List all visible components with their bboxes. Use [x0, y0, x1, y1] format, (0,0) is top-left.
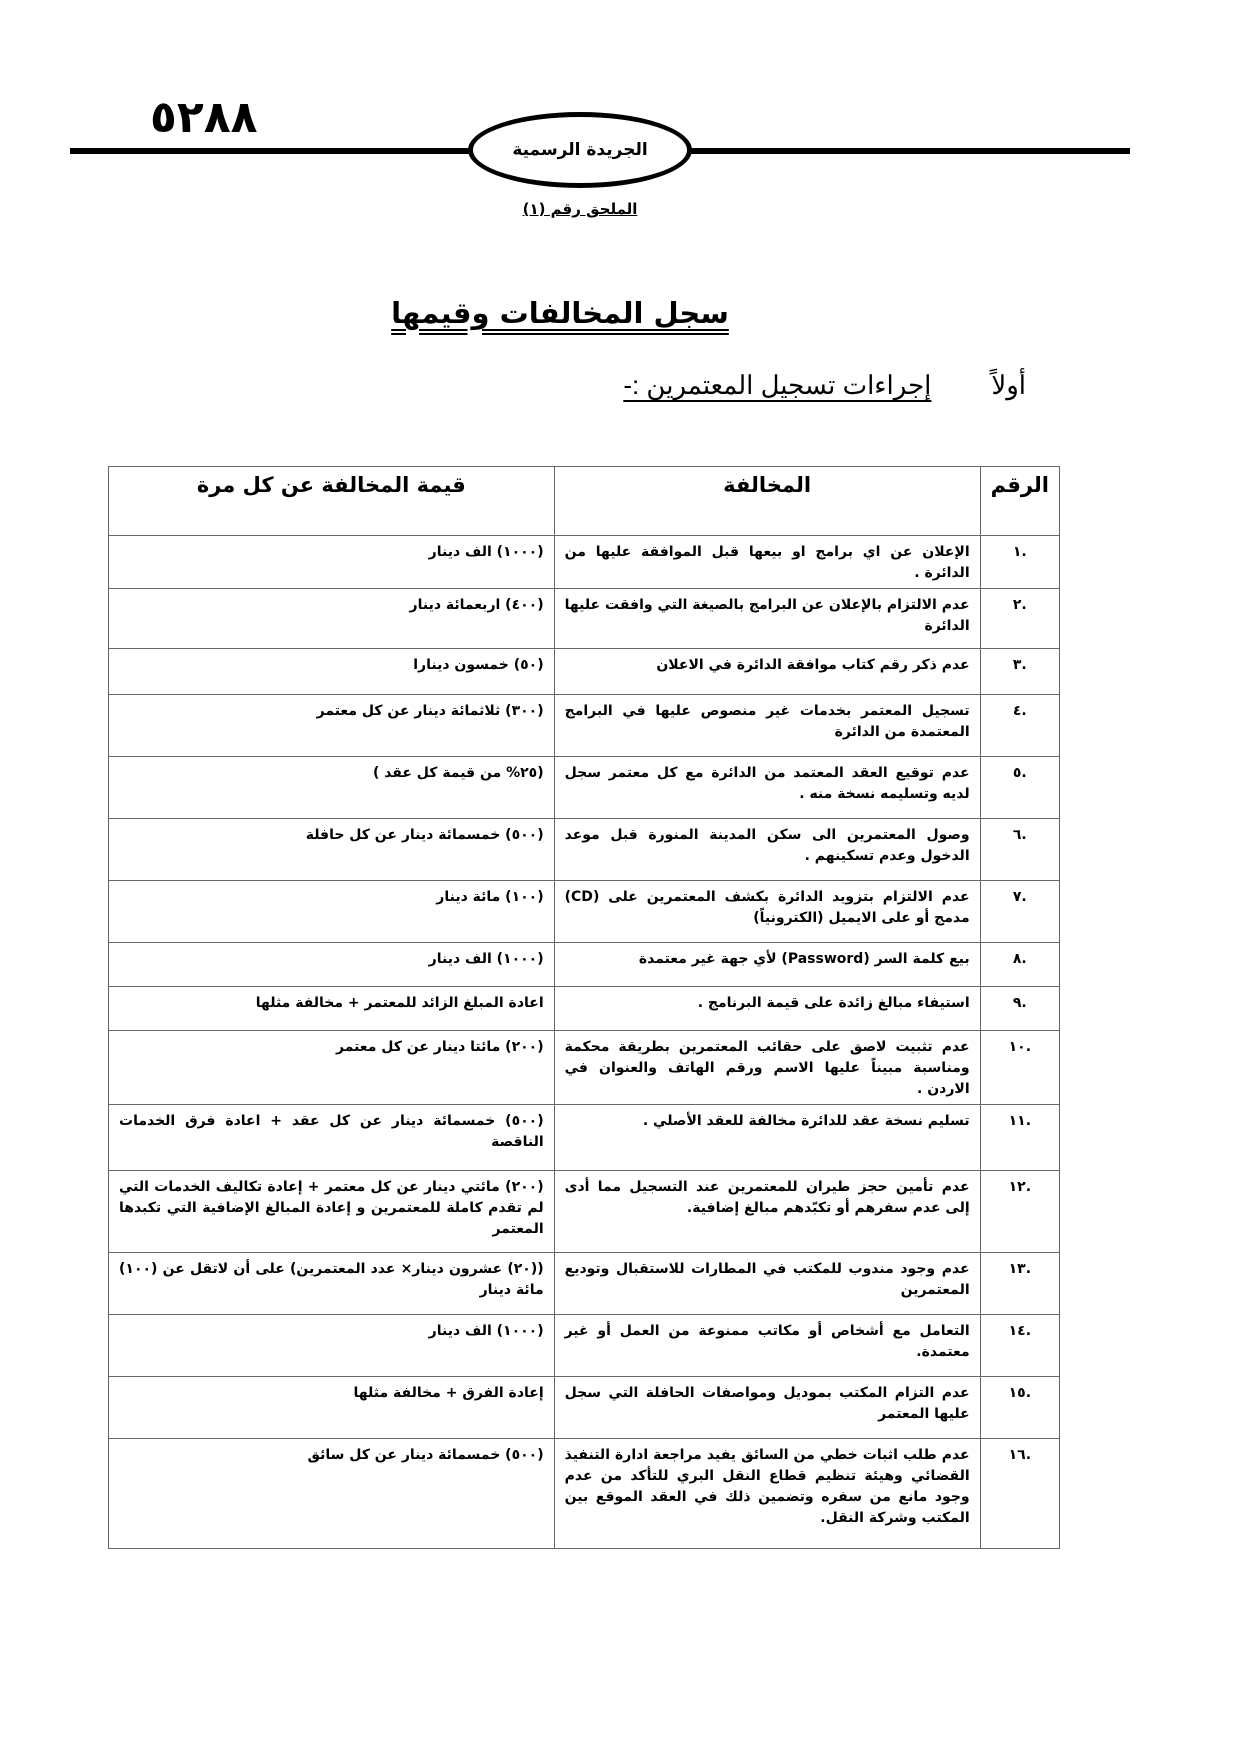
- table-row: [109, 536, 1060, 589]
- row-number: .١٦: [980, 1439, 1059, 1549]
- table-row: [109, 1105, 1060, 1171]
- section-title: إجراءات تسجيل المعتمرين :-: [623, 370, 932, 400]
- gazette-name: الجريدة الرسمية: [512, 140, 648, 160]
- row-number: .٨: [980, 943, 1059, 987]
- row-number: .٣: [980, 649, 1059, 695]
- row-violation: تسليم نسخة عقد للدائرة مخالفة للعقد الأصلي .: [554, 1105, 980, 1171]
- section-ordinal: أولاً: [991, 370, 1026, 400]
- row-violation: وصول المعتمرين الى سكن المدينة المنورة قبل موعد الدخول وعدم تسكينهم .: [554, 819, 980, 881]
- row-fine: (٣٠٠) ثلاثمائة دينار عن كل معتمر: [109, 695, 555, 757]
- row-violation: الإعلان عن اي برامج او بيعها قبل الموافقة عليها من الدائرة .: [554, 536, 980, 589]
- row-violation: عدم ذكر رقم كتاب موافقة الدائرة في الاعلان: [554, 649, 980, 695]
- row-number: .٥: [980, 757, 1059, 819]
- row-violation: عدم تثبيت لاصق على حقائب المعتمرين بطريقة محكمة ومناسبة مبيناً عليها الاسم ورقم الهاتف والعنوان في الاردن .: [554, 1031, 980, 1105]
- header-number: الرقم: [980, 467, 1059, 536]
- row-number: .٧: [980, 881, 1059, 943]
- row-fine: (١٠٠٠) الف دينار: [109, 1315, 555, 1377]
- row-number: .٢: [980, 589, 1059, 649]
- row-fine: إعادة الفرق + مخالفة مثلها: [109, 1377, 555, 1439]
- row-violation: تسجيل المعتمر بخدمات غير منصوص عليها في البرامج المعتمدة من الدائرة: [554, 695, 980, 757]
- section-heading: [623, 370, 1026, 401]
- row-fine: (٥٠) خمسون دينارا: [109, 649, 555, 695]
- table-row: [109, 943, 1060, 987]
- row-fine: (١٠٠) مائة دينار: [109, 881, 555, 943]
- table-header-row: [109, 467, 1060, 536]
- row-number: .٤: [980, 695, 1059, 757]
- annex-label: الملحق رقم (١): [522, 200, 638, 218]
- page-number: ٥٢٨٨: [150, 92, 258, 143]
- header-rule-left: [70, 148, 470, 154]
- table-row: [109, 1377, 1060, 1439]
- row-fine: (٥٠٠) خمسمائة دينار عن كل عقد + اعادة فرق الخدمات الناقصة: [109, 1105, 555, 1171]
- row-fine: (٢٠٠) مائتا دينار عن كل معتمر: [109, 1031, 555, 1105]
- row-fine: اعادة المبلغ الزائد للمعتمر + مخالفة مثلها: [109, 987, 555, 1031]
- row-violation: عدم وجود مندوب للمكتب في المطارات للاستقبال وتوديع المعتمرين: [554, 1253, 980, 1315]
- row-violation: بيع كلمة السر (Password) لأي جهة غير معتمدة: [554, 943, 980, 987]
- row-violation: عدم توقيع العقد المعتمد من الدائرة مع كل معتمر سجل لديه وتسليمه نسخة منه .: [554, 757, 980, 819]
- row-number: .١: [980, 536, 1059, 589]
- row-violation: عدم طلب اثبات خطي من السائق يفيد مراجعة ادارة التنفيذ القضائي وهيئة تنظيم قطاع النقل البري للتأكد من عدم وجود مانع من سفره وتضمين ذلك في العقد الموقع بين المكتب وشركة النقل.: [554, 1439, 980, 1549]
- table-row: [109, 589, 1060, 649]
- header-rule-right: [690, 148, 1130, 154]
- row-violation: عدم تأمين حجز طيران للمعتمرين عند التسجيل مما أدى إلى عدم سفرهم أو تكبّدهم مبالغ إضافية.: [554, 1171, 980, 1253]
- table-row: [109, 1439, 1060, 1549]
- gazette-oval: [468, 112, 692, 188]
- violations-table: [108, 466, 1060, 1549]
- row-violation: التعامل مع أشخاص أو مكاتب ممنوعة من العمل أو غير معتمدة.: [554, 1315, 980, 1377]
- row-number: .٩: [980, 987, 1059, 1031]
- row-fine: (٥٠٠) خمسمائة دينار عن كل حافلة: [109, 819, 555, 881]
- row-fine: (٤٠٠) اربعمائة دينار: [109, 589, 555, 649]
- document-title: سجل المخالفات وقيمها: [391, 296, 729, 330]
- row-violation: عدم التزام المكتب بموديل ومواصفات الحافلة التي سجل عليها المعتمر: [554, 1377, 980, 1439]
- header-violation: المخالفة: [554, 467, 980, 536]
- row-number: .١١: [980, 1105, 1059, 1171]
- row-violation: عدم الالتزام بتزويد الدائرة بكشف المعتمرين على (CD) مدمج أو على الايميل (الكترونياً): [554, 881, 980, 943]
- table-row: [109, 819, 1060, 881]
- row-violation: استيفاء مبالغ زائدة على قيمة البرنامج .: [554, 987, 980, 1031]
- row-number: .١٥: [980, 1377, 1059, 1439]
- row-fine: ((٢٠) عشرون دينار× عدد المعتمرين) على أن لاتقل عن (١٠٠) مائة دينار: [109, 1253, 555, 1315]
- table-row: [109, 1171, 1060, 1253]
- table-row: [109, 1253, 1060, 1315]
- row-number: .١٠: [980, 1031, 1059, 1105]
- row-number: .١٢: [980, 1171, 1059, 1253]
- row-fine: (٥٠٠) خمسمائة دينار عن كل سائق: [109, 1439, 555, 1549]
- table-row: [109, 1031, 1060, 1105]
- row-fine: (٢٥% من قيمة كل عقد ): [109, 757, 555, 819]
- table-row: [109, 1315, 1060, 1377]
- table-row: [109, 757, 1060, 819]
- row-number: .٦: [980, 819, 1059, 881]
- row-fine: (١٠٠٠) الف دينار: [109, 943, 555, 987]
- row-violation: عدم الالتزام بالإعلان عن البرامج بالصيغة التي وافقت عليها الدائرة: [554, 589, 980, 649]
- row-number: .١٣: [980, 1253, 1059, 1315]
- table-row: [109, 881, 1060, 943]
- row-number: .١٤: [980, 1315, 1059, 1377]
- row-fine: (٢٠٠) مائتي دينار عن كل معتمر + إعادة تكاليف الخدمات التي لم تقدم كاملة للمعتمرين و إعادة المبالغ الإضافية التي تكبدها المعتمر: [109, 1171, 555, 1253]
- table-row: [109, 695, 1060, 757]
- table-row: [109, 987, 1060, 1031]
- row-fine: (١٠٠٠) الف دينار: [109, 536, 555, 589]
- table-row: [109, 649, 1060, 695]
- header-fine: قيمة المخالفة عن كل مرة: [109, 467, 555, 536]
